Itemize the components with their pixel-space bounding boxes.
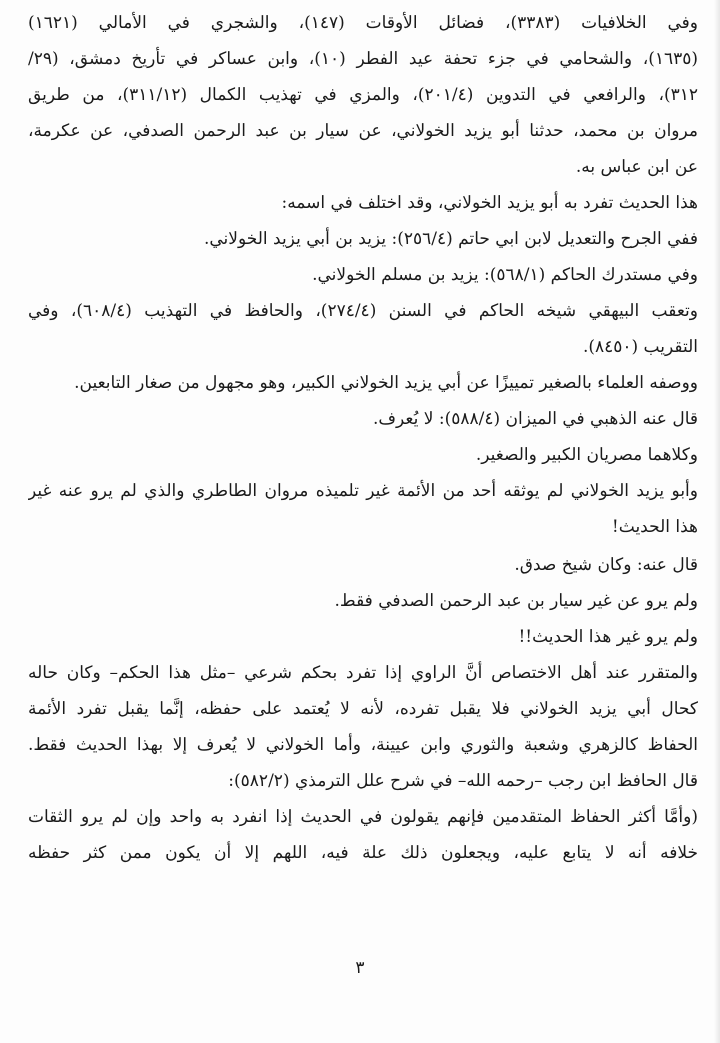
text-line: (١٦٣٥)، والشحامي في جزء تحفة عيد الفطر (١٠)، وابن عساكر في تأريخ دمشق، (٢٩/ [28, 49, 698, 69]
text-line: قال عنه الذهبي في الميزان (٥٨٨/٤): لا يُعرف. [373, 409, 698, 429]
text-line: (وأمَّا أكثر الحفاظ المتقدمين فإنهم يقولون في الحديث إذا انفرد به واحد وإن لم يرو الثقات [28, 807, 698, 827]
text-line: قال الحافظ ابن رجب –رحمه الله– في شرح علل الترمذي (٥٨٢/٢): [228, 771, 698, 791]
text-line: مروان بن محمد، حدثنا أبو يزيد الخولاني، عن سيار بن عبد الرحمن الصدفي، عن عكرمة، [28, 121, 698, 141]
text-line: والمتقرر عند أهل الاختصاص أنَّ الراوي إذا تفرد بحكم شرعي –مثل هذا الحكم– وكان حاله [28, 663, 698, 683]
text-line: ولم يرو عن غير سيار بن عبد الرحمن الصدفي فقط. [334, 591, 698, 611]
text-line: وكلاهما مصريان الكبير والصغير. [475, 445, 698, 465]
text-line: ووصفه العلماء بالصغير تمييزًا عن أبي يزيد الخولاني الكبير، وهو مجهول من صغار التابعين. [74, 373, 698, 393]
text-line: الحفاظ كالزهري وشعبة والثوري وابن عيينة، وأما الخولاني لا يُعرف إلا بهذا الحديث فقط. [28, 735, 698, 755]
text-line: خلافه أنه لا يتابع عليه، ويجعلون ذلك علة فيه، اللهم إلا أن يكون ممن كثر حفظه [28, 843, 698, 863]
text-line: وفي الخلافيات (٣٣٨٣)، فضائل الأوقات (١٤٧)، والشجري في الأمالي (١٦٢١) [28, 13, 698, 33]
text-line: وفي مستدرك الحاكم (٥٦٨/١): يزيد بن مسلم الخولاني. [312, 265, 698, 285]
text-line: وتعقب البيهقي شيخه الحاكم في السنن (٢٧٤/٤)، والحافظ في التهذيب (٦٠٨/٤)، وفي [28, 301, 698, 321]
page-edge-shadow [714, 0, 720, 1043]
text-line: هذا الحديث! [611, 517, 698, 537]
page-number: ٣ [355, 958, 365, 978]
text-line: التقريب (٨٤٥٠). [582, 337, 698, 357]
text-line: وأبو يزيد الخولاني لم يوثقه أحد من الأئمة غير تلميذه مروان الطاطري والذي لم يرو عنه غير [28, 481, 698, 501]
text-line: عن ابن عباس به. [575, 157, 698, 177]
text-line: ولم يرو غير هذا الحديث!! [518, 627, 698, 647]
text-line: ٣١٢)، والرافعي في التدوين (٢٠١/٤)، والمزي في تهذيب الكمال (٣١١/١٢)، من طريق [28, 85, 698, 105]
text-line: هذا الحديث تفرد به أبو يزيد الخولاني، وقد اختلف في اسمه: [281, 193, 698, 213]
text-line: ففي الجرح والتعديل لابن ابي حاتم (٢٥٦/٤): يزيد بن أبي يزيد الخولاني. [203, 229, 698, 249]
text-line: قال عنه: وكان شيخ صدق. [514, 555, 698, 575]
text-line: كحال أبي يزيد الخولاني فلا يقبل تفرده، لأنه لا يُعتمد على حفظه، إنَّما يقبل تفرد الأئمة [28, 699, 698, 719]
